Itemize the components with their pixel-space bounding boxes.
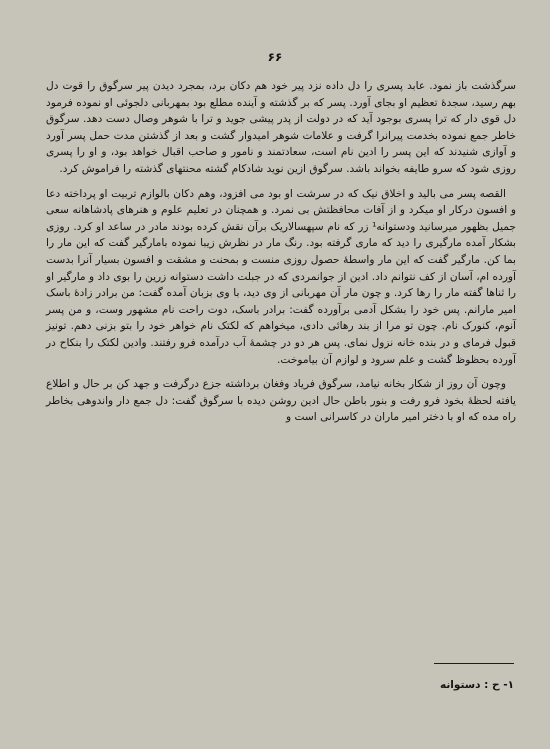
page-number: ۶۶ <box>267 50 283 64</box>
paragraph-2: القصه پسر می بالید و اخلاق نیک که در سرشت او بود می افزود، وهم دکان بالوازم تربیت او پرداخته دعا و افسون درکار او میکرد و از آفات محافظتش بی نمرد. و همچنان در تعلیم علوم و هنرهای پادشاهانه سعی جمیل بظهور میرسانید ودستوانه¹ زر که نام سپهسالاریک برآن نقش کرده بودند مادر در ساعد او کرد. روزی بشکار آمده مارگیری را دید که ماری گرفته بود. رنگ مار در نظرش زیبا نموده بامارگیر گفت که این مار را بما کن. مارگیر گفت که این مار واسطهٔ حصول روزی منست و بمحنت و مشقت و افسون بسیار آنرا بدست آورده ام، آسان از کف نتوانم داد. ادین از جوانمردی که در جبلت داشت دستوانه زرین را بوی داد و مارگیر او را ثناها گفته مار را رها کرد. و چون مار آن مهربانی از وی دید، با وی بزبان آمده گفت: من برادر زادهٔ باسک امیر مارانم. پس خود را بشکل آدمی برآورده گفت: برادر باسک، دوت راحت نام مشهور وست، و من پسر آنوم، کنورک نام. چون تو مرا از بند رهائی دادی، میخواهم که لکتک نام خواهر خود را بتو بزنی دهم. تونیز قبول فرمای و در بنده خانه نزول نمای. پس هر دو در چشمهٔ آب درآمده فرو رفتند. وادین لکتک را بنکاح در آورده بحظوظ گشت و علم سرود و لوازم آن بیاموخت. <box>46 187 516 366</box>
footnote: ۱- ح : دستوانه <box>439 679 514 691</box>
body-text <box>46 78 516 426</box>
footnote-divider <box>434 663 514 664</box>
paragraph-3: وچون آن روز از شکار بخانه نیامد، سرگوق فریاد وفغان برداشته جزع درگرفت و جهد کن بر حال و اطلاع یافته لحظهٔ بخود فرو رفت و بنور باطن حال ادین روشن دیده با سرگوق گفت: دل جمع دار واندوهی بخاطر راه مده که او با دختر امیر ماران در کاسرانی است و <box>46 378 516 424</box>
paragraph-1: سرگذشت باز نمود. عابد پسری را دل داده نزد پیر خود هم دکان برد، بمجرد دیدن پیر سرگوق را قوت دل بهم رسید، سجدهٔ تعظیم او بجای آورد. پسر که بر گذشته و آینده مطلع بود بمهربانی دلجوئی او نموده فرمود دل قوی دار که ترا پسری بوجود آید که در دولت از پدر پیشی جوید و ترا با شوهر وصال دست دهد. سرگوق خاطر جمع نموده بخدمت پیرانرا گرفت و علامات شوهر امیدوار گشت و بعد از گذشتن مدت حمل پسر آورد و آوازی شنیدند که این پسر را ادین نام است، سعادتمند و نامور و صاحب اقبال خواهد بود، و او را پسری روزی شود که سرو طایفه بخواند باشد. سرگوق ازین نوید شادکام گشته محنتهای گذشته را فراموش کرد. <box>46 80 516 175</box>
